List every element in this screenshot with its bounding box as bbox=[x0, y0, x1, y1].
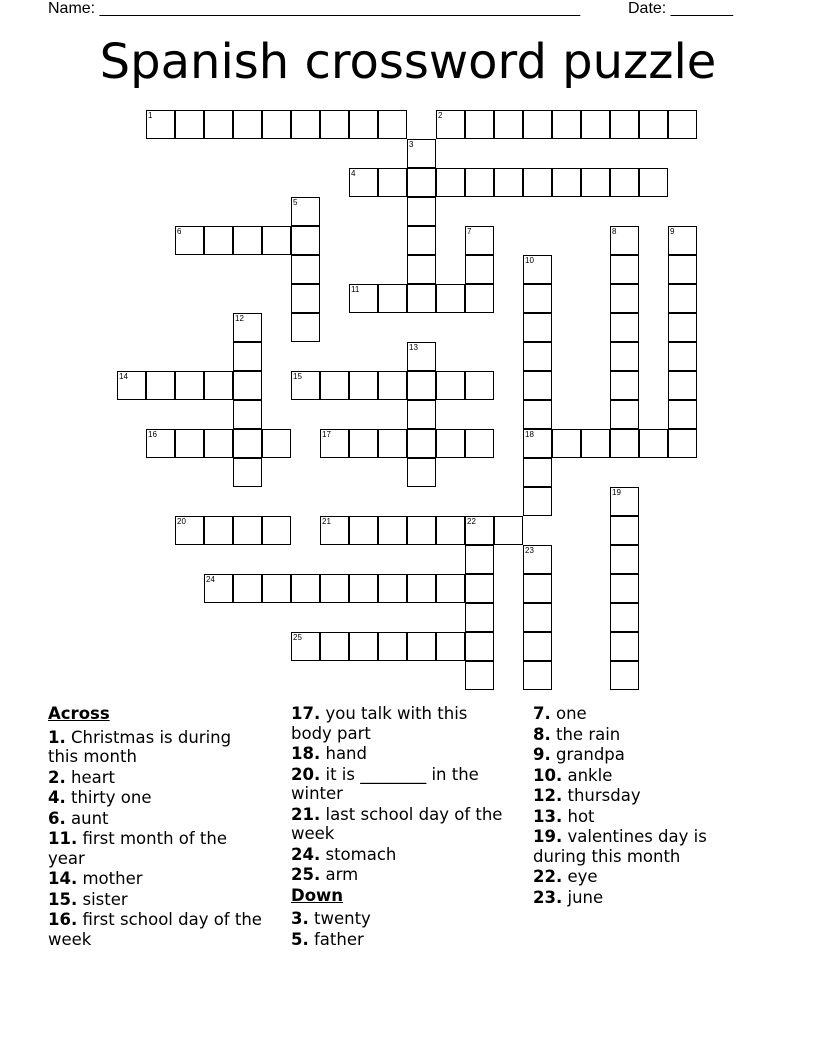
page-title: Spanish crossword puzzle bbox=[99, 34, 717, 90]
grid-cell[interactable] bbox=[610, 371, 639, 400]
grid-cell[interactable] bbox=[407, 371, 436, 400]
clue-number: 24 bbox=[206, 575, 215, 584]
clue-number: 7 bbox=[467, 227, 472, 236]
grid-cell[interactable] bbox=[407, 226, 436, 255]
grid-cell[interactable] bbox=[465, 661, 494, 690]
grid-cell[interactable] bbox=[465, 226, 494, 255]
grid-cell[interactable] bbox=[610, 110, 639, 139]
grid-cell[interactable] bbox=[407, 400, 436, 429]
clue-across-4: 4. thirty one bbox=[48, 788, 152, 807]
grid-cell[interactable] bbox=[465, 603, 494, 632]
grid-cell[interactable] bbox=[291, 371, 320, 400]
grid-cell[interactable] bbox=[465, 574, 494, 603]
grid-cell[interactable] bbox=[291, 632, 320, 661]
clue-column-2 bbox=[291, 704, 513, 950]
grid-cell[interactable] bbox=[175, 371, 204, 400]
grid-cell[interactable] bbox=[523, 661, 552, 690]
grid-cell[interactable] bbox=[610, 284, 639, 313]
grid-cell[interactable] bbox=[494, 110, 523, 139]
clue-down-10: 10. ankle bbox=[533, 765, 613, 785]
grid-cell[interactable] bbox=[465, 110, 494, 139]
grid-cell[interactable] bbox=[349, 516, 378, 545]
grid-cell[interactable] bbox=[320, 574, 349, 603]
grid-cell[interactable] bbox=[465, 632, 494, 661]
grid-cell[interactable] bbox=[523, 458, 552, 487]
grid-cell[interactable] bbox=[465, 516, 494, 545]
clue-across-14: 14. mother bbox=[48, 869, 143, 888]
clue-number: 4 bbox=[351, 169, 356, 178]
grid-cell[interactable] bbox=[204, 371, 233, 400]
grid-cell[interactable] bbox=[610, 574, 639, 603]
grid-cell[interactable] bbox=[291, 313, 320, 342]
clue-number: 9 bbox=[670, 227, 675, 236]
grid-cell[interactable] bbox=[465, 168, 494, 197]
grid-cell[interactable] bbox=[436, 516, 465, 545]
clue-number: 1 bbox=[148, 111, 153, 120]
grid-cell[interactable] bbox=[407, 284, 436, 313]
grid-cell[interactable] bbox=[320, 632, 349, 661]
grid-cell[interactable] bbox=[349, 371, 378, 400]
grid-cell[interactable] bbox=[262, 574, 291, 603]
clue-across-24: 24. stomach bbox=[291, 844, 397, 864]
grid-cell[interactable] bbox=[146, 110, 175, 139]
clue-number: 2 bbox=[438, 111, 443, 120]
clue-number: 20 bbox=[177, 517, 186, 526]
down-heading: Down bbox=[291, 885, 344, 905]
clue-number: 15 bbox=[293, 372, 302, 381]
clue-number: 23 bbox=[525, 546, 534, 555]
clue-number: 25 bbox=[293, 633, 302, 642]
clue-column-3 bbox=[533, 704, 753, 908]
grid-cell[interactable] bbox=[407, 632, 436, 661]
grid-cell[interactable] bbox=[523, 313, 552, 342]
grid-cell[interactable] bbox=[233, 342, 262, 371]
grid-cell[interactable] bbox=[610, 603, 639, 632]
clue-across-16: 16. first school day of the week bbox=[48, 910, 262, 949]
grid-cell[interactable] bbox=[523, 400, 552, 429]
grid-cell[interactable] bbox=[378, 168, 407, 197]
clue-across-17: 17. you talk with this body part bbox=[291, 704, 468, 743]
clue-across-15: 15. sister bbox=[48, 889, 128, 909]
grid-cell[interactable] bbox=[668, 110, 697, 139]
clue-across-20: 20. it is ________ in the winter bbox=[291, 764, 479, 803]
grid-cell[interactable] bbox=[610, 632, 639, 661]
clue-number: 12 bbox=[235, 314, 244, 323]
grid-cell[interactable] bbox=[349, 168, 378, 197]
grid-cell[interactable] bbox=[291, 574, 320, 603]
grid-cell[interactable] bbox=[581, 110, 610, 139]
clue-across-11: 11. first month of the year bbox=[48, 829, 227, 868]
clue-down-13: 13. hot bbox=[533, 806, 595, 826]
grid-cell[interactable] bbox=[523, 429, 552, 458]
grid-cell[interactable] bbox=[552, 110, 581, 139]
grid-cell[interactable] bbox=[668, 342, 697, 371]
grid-cell[interactable] bbox=[407, 429, 436, 458]
grid-cell[interactable] bbox=[378, 284, 407, 313]
grid-cell[interactable] bbox=[233, 458, 262, 487]
grid-cell[interactable] bbox=[668, 255, 697, 284]
grid-cell[interactable] bbox=[378, 632, 407, 661]
grid-cell[interactable] bbox=[639, 110, 668, 139]
grid-cell[interactable] bbox=[175, 110, 204, 139]
grid-cell[interactable] bbox=[581, 429, 610, 458]
clue-down-22: 22. eye bbox=[533, 867, 598, 886]
across-heading: Across bbox=[48, 704, 110, 723]
grid-cell[interactable] bbox=[436, 632, 465, 661]
grid-cell[interactable] bbox=[320, 110, 349, 139]
grid-cell[interactable] bbox=[262, 516, 291, 545]
clue-number: 22 bbox=[467, 517, 476, 526]
clue-across-2: 2. heart bbox=[48, 767, 115, 787]
grid-cell[interactable] bbox=[639, 168, 668, 197]
grid-cell[interactable] bbox=[436, 574, 465, 603]
grid-cell[interactable] bbox=[407, 139, 436, 168]
clue-across-1: 1. Christmas is during this month bbox=[48, 727, 232, 766]
grid-cell[interactable] bbox=[233, 110, 262, 139]
clue-column-1 bbox=[48, 704, 263, 950]
grid-cell[interactable] bbox=[349, 110, 378, 139]
clue-across-21: 21. last school day of the week bbox=[291, 804, 503, 843]
grid-cell[interactable] bbox=[146, 371, 175, 400]
grid-cell[interactable] bbox=[378, 110, 407, 139]
grid-cell[interactable] bbox=[436, 429, 465, 458]
grid-cell[interactable] bbox=[378, 429, 407, 458]
grid-cell[interactable] bbox=[407, 458, 436, 487]
grid-cell[interactable] bbox=[233, 371, 262, 400]
grid-cell[interactable] bbox=[465, 284, 494, 313]
clue-across-18: 18. hand bbox=[291, 744, 367, 763]
grid-cell[interactable] bbox=[610, 226, 639, 255]
grid-cell[interactable] bbox=[436, 168, 465, 197]
grid-cell[interactable] bbox=[610, 255, 639, 284]
name-field-label: Name: ______________________________________________________ bbox=[48, 0, 581, 17]
date-field-label: Date: _______ bbox=[628, 0, 733, 17]
grid-cell[interactable] bbox=[552, 168, 581, 197]
grid-cell[interactable] bbox=[465, 545, 494, 574]
clue-down-19: 19. valentines day is during this month bbox=[533, 827, 707, 866]
grid-cell[interactable] bbox=[407, 255, 436, 284]
grid-cell[interactable] bbox=[233, 429, 262, 458]
clue-down-7: 7. one bbox=[533, 704, 587, 723]
grid-cell[interactable] bbox=[523, 603, 552, 632]
grid-cell[interactable] bbox=[349, 632, 378, 661]
clue-number: 14 bbox=[119, 372, 128, 381]
grid-cell[interactable] bbox=[523, 255, 552, 284]
grid-cell[interactable] bbox=[407, 516, 436, 545]
clue-number: 13 bbox=[409, 343, 418, 352]
grid-cell[interactable] bbox=[465, 255, 494, 284]
grid-cell[interactable] bbox=[494, 168, 523, 197]
grid-cell[interactable] bbox=[291, 226, 320, 255]
grid-cell[interactable] bbox=[523, 545, 552, 574]
clue-number: 18 bbox=[525, 430, 534, 439]
grid-cell[interactable] bbox=[523, 342, 552, 371]
grid-cell[interactable] bbox=[320, 429, 349, 458]
grid-cell[interactable] bbox=[523, 371, 552, 400]
grid-cell[interactable] bbox=[523, 632, 552, 661]
clue-number: 10 bbox=[525, 256, 534, 265]
grid-cell[interactable] bbox=[262, 110, 291, 139]
grid-cell[interactable] bbox=[117, 371, 146, 400]
grid-cell[interactable] bbox=[552, 429, 581, 458]
grid-cell[interactable] bbox=[436, 110, 465, 139]
grid-cell[interactable] bbox=[668, 284, 697, 313]
grid-cell[interactable] bbox=[407, 574, 436, 603]
grid-cell[interactable] bbox=[349, 284, 378, 313]
clue-down-5: 5. father bbox=[291, 929, 364, 949]
grid-cell[interactable] bbox=[668, 313, 697, 342]
grid-cell[interactable] bbox=[465, 429, 494, 458]
clue-number: 19 bbox=[612, 488, 621, 497]
clue-across-25: 25. arm bbox=[291, 865, 359, 884]
grid-cell[interactable] bbox=[349, 574, 378, 603]
grid-cell[interactable] bbox=[494, 516, 523, 545]
grid-cell[interactable] bbox=[146, 429, 175, 458]
grid-cell[interactable] bbox=[523, 110, 552, 139]
grid-cell[interactable] bbox=[204, 226, 233, 255]
grid-cell[interactable] bbox=[581, 168, 610, 197]
clue-down-3: 3. twenty bbox=[291, 909, 371, 928]
clue-down-12: 12. thursday bbox=[533, 786, 641, 805]
grid-cell[interactable] bbox=[349, 429, 378, 458]
grid-cell[interactable] bbox=[610, 313, 639, 342]
grid-cell[interactable] bbox=[262, 429, 291, 458]
grid-cell[interactable] bbox=[204, 574, 233, 603]
grid-cell[interactable] bbox=[523, 284, 552, 313]
grid-cell[interactable] bbox=[204, 516, 233, 545]
clue-number: 16 bbox=[148, 430, 157, 439]
grid-cell[interactable] bbox=[233, 516, 262, 545]
grid-cell[interactable] bbox=[291, 255, 320, 284]
clue-down-8: 8. the rain bbox=[533, 724, 621, 744]
grid-cell[interactable] bbox=[233, 313, 262, 342]
clue-down-9: 9. grandpa bbox=[533, 745, 625, 764]
clue-number: 21 bbox=[322, 517, 331, 526]
grid-cell[interactable] bbox=[291, 284, 320, 313]
grid-cell[interactable] bbox=[465, 371, 494, 400]
grid-cell[interactable] bbox=[523, 487, 552, 516]
clue-number: 8 bbox=[612, 227, 617, 236]
clue-across-6: 6. aunt bbox=[48, 808, 109, 828]
grid-cell[interactable] bbox=[668, 400, 697, 429]
grid-cell[interactable] bbox=[610, 661, 639, 690]
grid-cell[interactable] bbox=[407, 197, 436, 226]
grid-cell[interactable] bbox=[668, 226, 697, 255]
grid-cell[interactable] bbox=[436, 284, 465, 313]
grid-cell[interactable] bbox=[204, 110, 233, 139]
grid-cell[interactable] bbox=[639, 429, 668, 458]
grid-cell[interactable] bbox=[175, 516, 204, 545]
grid-cell[interactable] bbox=[233, 574, 262, 603]
grid-cell[interactable] bbox=[610, 342, 639, 371]
grid-cell[interactable] bbox=[233, 226, 262, 255]
grid-cell[interactable] bbox=[262, 226, 291, 255]
grid-cell[interactable] bbox=[320, 516, 349, 545]
grid-cell[interactable] bbox=[291, 197, 320, 226]
grid-cell[interactable] bbox=[407, 342, 436, 371]
grid-cell[interactable] bbox=[204, 429, 233, 458]
grid-cell[interactable] bbox=[610, 545, 639, 574]
grid-cell[interactable] bbox=[378, 516, 407, 545]
grid-cell[interactable] bbox=[436, 371, 465, 400]
grid-cell[interactable] bbox=[610, 168, 639, 197]
grid-cell[interactable] bbox=[610, 429, 639, 458]
clue-number: 11 bbox=[351, 285, 360, 294]
grid-cell[interactable] bbox=[610, 400, 639, 429]
grid-cell[interactable] bbox=[291, 110, 320, 139]
grid-cell[interactable] bbox=[175, 429, 204, 458]
grid-cell[interactable] bbox=[668, 429, 697, 458]
clue-number: 3 bbox=[409, 140, 414, 149]
grid-cell[interactable] bbox=[233, 400, 262, 429]
clue-down-23: 23. june bbox=[533, 887, 604, 907]
grid-cell[interactable] bbox=[378, 574, 407, 603]
grid-cell[interactable] bbox=[320, 371, 349, 400]
clue-number: 6 bbox=[177, 227, 182, 236]
grid-cell[interactable] bbox=[610, 487, 639, 516]
grid-cell[interactable] bbox=[610, 516, 639, 545]
grid-cell[interactable] bbox=[175, 226, 204, 255]
grid-cell[interactable] bbox=[523, 168, 552, 197]
clue-number: 5 bbox=[293, 198, 298, 207]
grid-cell[interactable] bbox=[378, 371, 407, 400]
clue-number: 17 bbox=[322, 430, 331, 439]
grid-cell[interactable] bbox=[407, 168, 436, 197]
grid-cell[interactable] bbox=[523, 574, 552, 603]
grid-cell[interactable] bbox=[668, 371, 697, 400]
